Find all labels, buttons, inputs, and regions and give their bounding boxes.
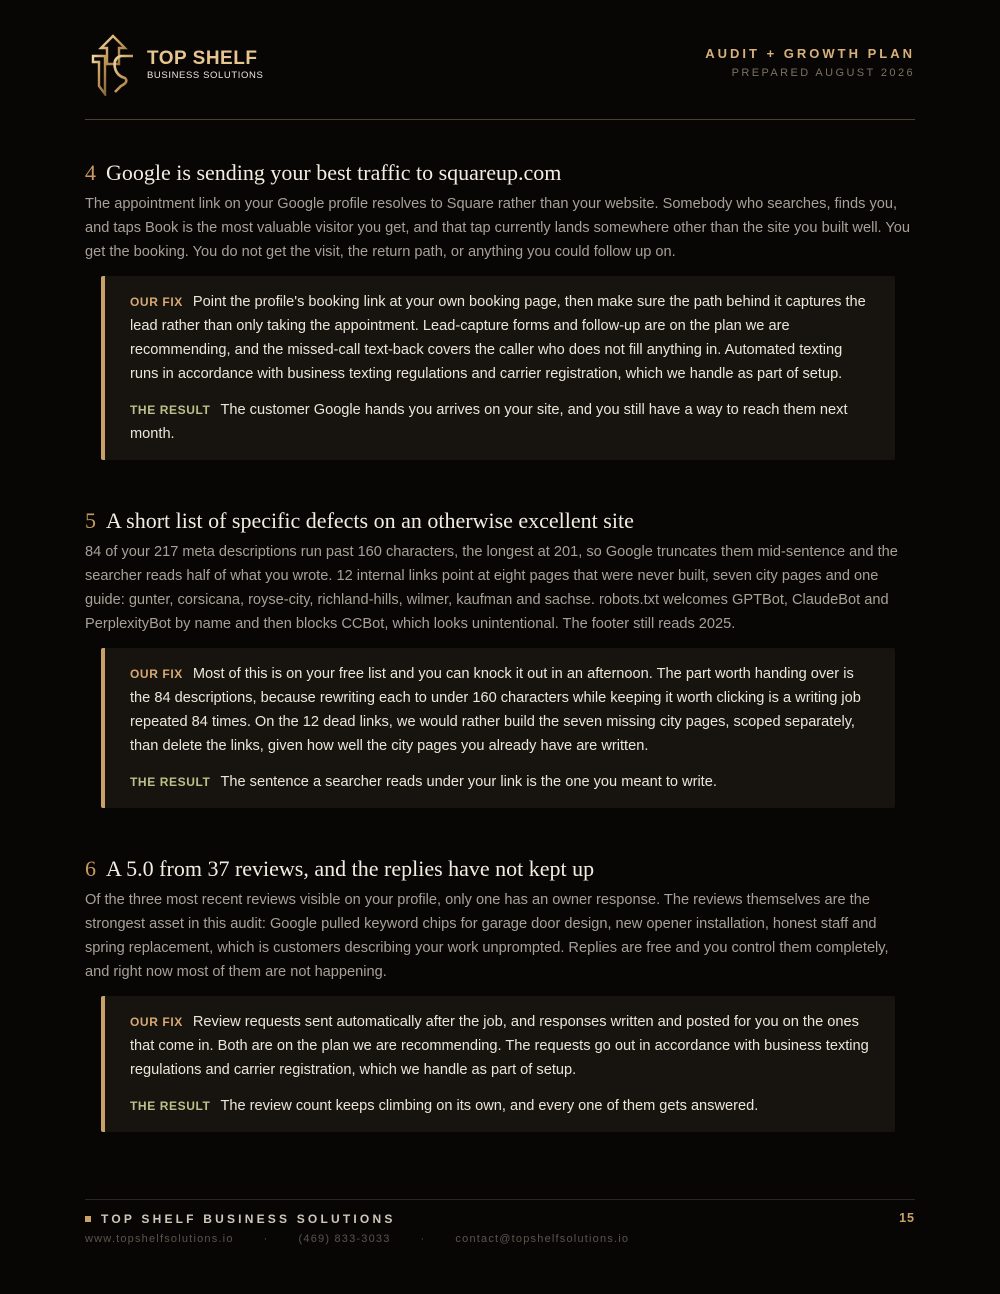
footer-phone[interactable]: (469) 833-3033 bbox=[298, 1233, 391, 1245]
section-heading bbox=[85, 508, 915, 534]
result-text: The sentence a searcher reads under your link is the one you meant to write. bbox=[220, 774, 717, 790]
fix-row bbox=[130, 662, 873, 758]
finding-section-6 bbox=[85, 856, 915, 1132]
section-number: 6 bbox=[85, 856, 96, 881]
footer-website-link[interactable]: www.topshelfsolutions.io bbox=[85, 1233, 234, 1245]
result-label: THE RESULT bbox=[130, 1099, 211, 1113]
fix-text: Review requests sent automatically after the job, and responses written and posted for you on the ones that come in. Both are on the plan we are recommending. The requests go out in accordance with business texting regulations and carrier registration, which we handle as part of setup. bbox=[130, 1014, 869, 1078]
section-number: 5 bbox=[85, 508, 96, 533]
section-title: Google is sending your best traffic to squareup.com bbox=[106, 160, 562, 185]
result-row bbox=[130, 770, 873, 794]
result-row bbox=[130, 398, 873, 446]
contact-separator: · bbox=[263, 1233, 269, 1245]
result-label: THE RESULT bbox=[130, 403, 211, 417]
result-text: The customer Google hands you arrives on your site, and you still have a way to reach them next month. bbox=[130, 402, 848, 442]
result-text: The review count keeps climbing on its own, and every one of them gets answered. bbox=[220, 1098, 759, 1114]
document-title: AUDIT + GROWTH PLAN bbox=[705, 46, 915, 61]
fix-callout bbox=[101, 276, 895, 460]
fix-label: OUR FIX bbox=[130, 667, 183, 681]
footer-brand bbox=[85, 1212, 915, 1226]
page-footer bbox=[85, 1199, 915, 1245]
result-label: THE RESULT bbox=[130, 775, 211, 789]
section-title: A 5.0 from 37 reviews, and the replies have not kept up bbox=[106, 856, 595, 881]
fix-text: Most of this is on your free list and you can knock it out in an afternoon. The part worth handing over is the 84 descriptions, because rewriting each to under 160 characters while keeping it worth clicking is a writing job repeated 84 times. On the 12 dead links, we would rather build the seven missing city pages, scoped separately, than delete the links, given how well the city pages you already have are written. bbox=[130, 666, 861, 754]
fix-label: OUR FIX bbox=[130, 295, 183, 309]
fix-label: OUR FIX bbox=[130, 1015, 183, 1029]
section-heading bbox=[85, 160, 915, 186]
fix-callout bbox=[101, 648, 895, 808]
contact-separator: · bbox=[420, 1233, 426, 1245]
finding-section-4 bbox=[85, 160, 915, 460]
fix-row bbox=[130, 290, 873, 386]
document-date: PREPARED AUGUST 2026 bbox=[731, 67, 915, 79]
footer-email-link[interactable]: contact@topshelfsolutions.io bbox=[455, 1233, 630, 1245]
section-heading bbox=[85, 856, 915, 882]
section-body: 84 of your 217 meta descriptions run past 160 characters, the longest at 201, so Google truncates them mid-sentence and the searcher reads half of what you wrote. 12 internal links point at eight pages that were never built, seven city pages and one guide: gunter, corsicana, royse-city, richland-hills, wilmer, kaufman and sachse. robots.txt welcomes GPTBot, ClaudeBot and PerplexityBot by name and then blocks CCBot, which looks unintentional. The footer still reads 2025. bbox=[85, 544, 898, 632]
page-number: 15 bbox=[899, 1211, 915, 1225]
section-title: A short list of specific defects on an otherwise excellent site bbox=[106, 508, 634, 533]
company-logo bbox=[85, 34, 263, 96]
ts-monogram-logo-icon bbox=[85, 34, 141, 96]
footer-contact bbox=[85, 1233, 915, 1245]
page-header bbox=[85, 34, 915, 120]
section-body: The appointment link on your Google profile resolves to Square rather than your website. Somebody who searches, finds you, and taps Book is the most valuable visitor you get, and that tap currently lands somewhere other than the site you built well. You get the booking. You do not get the visit, the return path, or anything you could follow up on. bbox=[85, 196, 911, 260]
section-body: Of the three most recent reviews visible on your profile, only one has an owner response. The reviews themselves are the strongest asset in this audit: Google pulled keyword chips for garage door design, new opener installation, honest staff and spring replacement, which is customers describing your work unprompted. Replies are free and you control them completely, and right now most of them are not happening. bbox=[85, 892, 889, 980]
logo-subtitle: BUSINESS SOLUTIONS bbox=[147, 69, 264, 81]
fix-callout bbox=[101, 996, 895, 1132]
finding-section-5 bbox=[85, 508, 915, 808]
section-number: 4 bbox=[85, 160, 96, 185]
fix-row bbox=[130, 1010, 873, 1082]
square-bullet-icon bbox=[85, 1216, 91, 1222]
logo-name: TOP SHELF bbox=[147, 47, 258, 69]
fix-text: Point the profile's booking link at your own booking page, then make sure the path behind it captures the lead rather than only taking the appointment. Lead-capture forms and follow-up are on the plan we are recommending, and the missed-call text-back covers the caller who does not fill anything in. Automated texting runs in accordance with business texting regulations and carrier registration, which we handle as part of setup. bbox=[130, 294, 866, 382]
result-row bbox=[130, 1094, 873, 1118]
footer-brand-name: TOP SHELF BUSINESS SOLUTIONS bbox=[101, 1212, 396, 1226]
